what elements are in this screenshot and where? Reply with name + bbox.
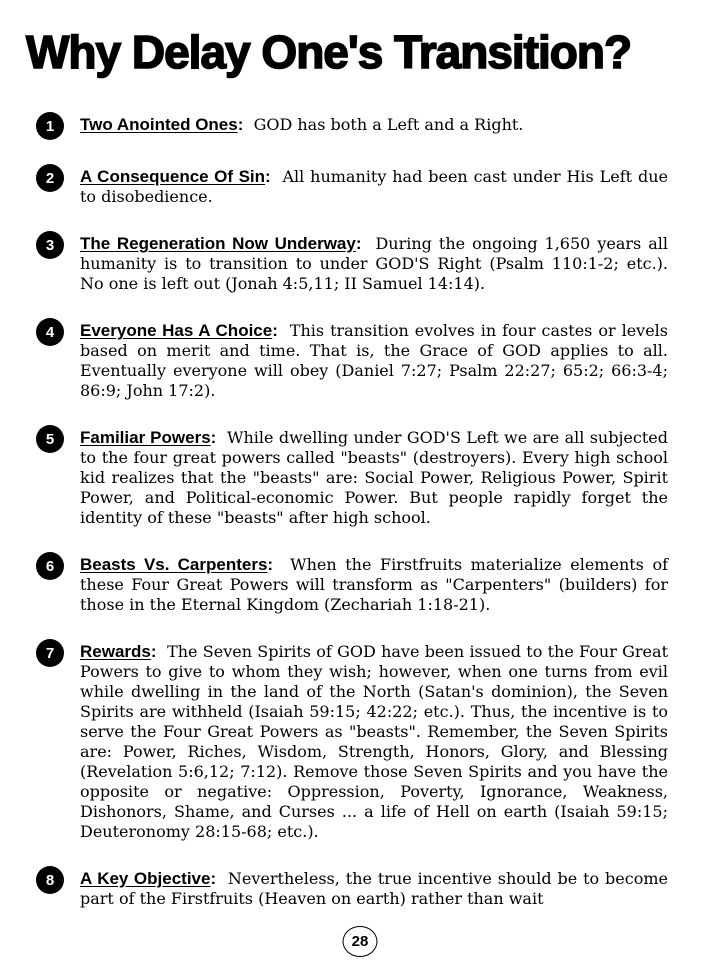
list-item [36,642,668,842]
list-item [36,234,668,294]
item-body: When the Firstfruits materialize elements of these Four Great Powers will transform as "Carpenters" (builders) for those in the Eternal Kingdom (Zechariah 1:18-21). [80,555,668,614]
item-text [80,869,668,909]
item-number-badge: 7 [36,639,64,667]
list-item [36,167,668,207]
item-text [80,555,668,615]
list-item [36,115,668,140]
item-text [80,321,668,401]
item-heading: Everyone Has A Choice [80,321,273,340]
item-heading: Two Anointed Ones [80,115,238,134]
item-heading-separator: : [237,115,244,134]
item-heading-separator: : [210,869,217,888]
item-heading-separator: : [267,555,274,574]
item-text [80,642,668,842]
item-heading-separator: : [210,428,217,447]
item-heading-separator: : [150,642,157,661]
item-body: During the ongoing 1,650 years all humanity is to transition to under GOD'S Right (Psalm 110:1-2; etc.). No one is left out (Jonah 4:5,11; II Samuel 14:14). [80,234,668,293]
item-number-badge: 4 [36,318,64,346]
numbered-list [0,115,720,909]
item-text [80,428,668,528]
item-text [80,234,668,294]
page-number-badge [343,926,378,957]
list-item [36,321,668,401]
item-number-badge: 8 [36,866,64,894]
item-heading: Familiar Powers [80,428,211,447]
item-body: All humanity had been cast under His Left due to disobedience. [80,167,669,206]
item-heading-separator: : [355,234,362,253]
item-heading-separator: : [272,321,278,340]
item-body: The Seven Spirits of GOD have been issued to the Four Great Powers to give to whom they wish; however, when one turns from evil while dwelling in the land of the North (Satan's dominion), the Seven Spirits are withheld (Isaiah 59:15; 42:22; etc.). Thus, the incentive is to serve the Four Great Powers as "beasts". Remember, the Seven Spirits are: Power, Riches, Wisdom, Strength, Honors, Glory, and Blessing (Revelation 5:6,12; 7:12). Remove those Seven Spirits and you have the opposite or negative: Oppression, Poverty, Ignorance, Weakness, Dishonors, Shame, and Curses ... a life of Hell on earth (Isaiah 59:15; Deuteronomy 28:15-68; etc.). [80,642,668,841]
item-heading: Rewards [80,642,151,661]
item-body: While dwelling under GOD'S Left we are all subjected to the four great powers called "beasts" (destroyers). Every high school kid realizes that the "beasts" are: Social Power, Religious Power, Spirit Power, and Political-economic Power. But people rapidly forget the identity of these "beasts" after high school. [80,428,668,527]
list-item [36,555,668,615]
item-number-badge: 6 [36,552,64,580]
item-text [80,167,668,207]
item-text [80,115,523,140]
item-body: GOD has both a Left and a Right. [243,115,524,134]
item-heading: The Regeneration Now Underway [80,234,356,253]
item-number-badge: 5 [36,425,64,453]
item-heading: Beasts Vs. Carpenters [80,555,268,574]
item-number-badge: 2 [36,164,64,192]
item-heading-separator: : [265,167,271,186]
page-number-text: 28 [351,933,369,950]
item-body: This transition evolves in four castes or levels based on merit and time. That is, the Grace of GOD applies to all. Eventually everyone will obey (Daniel 7:27; Psalm 22:27; 65:2; 66:3-4; 86:9; John 17:2). [80,321,668,400]
list-item [36,428,668,528]
item-number-badge: 3 [36,231,64,259]
page-title: Why Delay One's Transition? [26,26,632,78]
item-number-badge: 1 [36,112,64,140]
item-heading: A Consequence Of Sin [80,167,266,186]
item-heading: A Key Objective [80,869,211,888]
item-body: Nevertheless, the true incentive should be to become part of the Firstfruits (Heaven on earth) rather than wait [80,869,668,908]
list-item [36,869,668,909]
